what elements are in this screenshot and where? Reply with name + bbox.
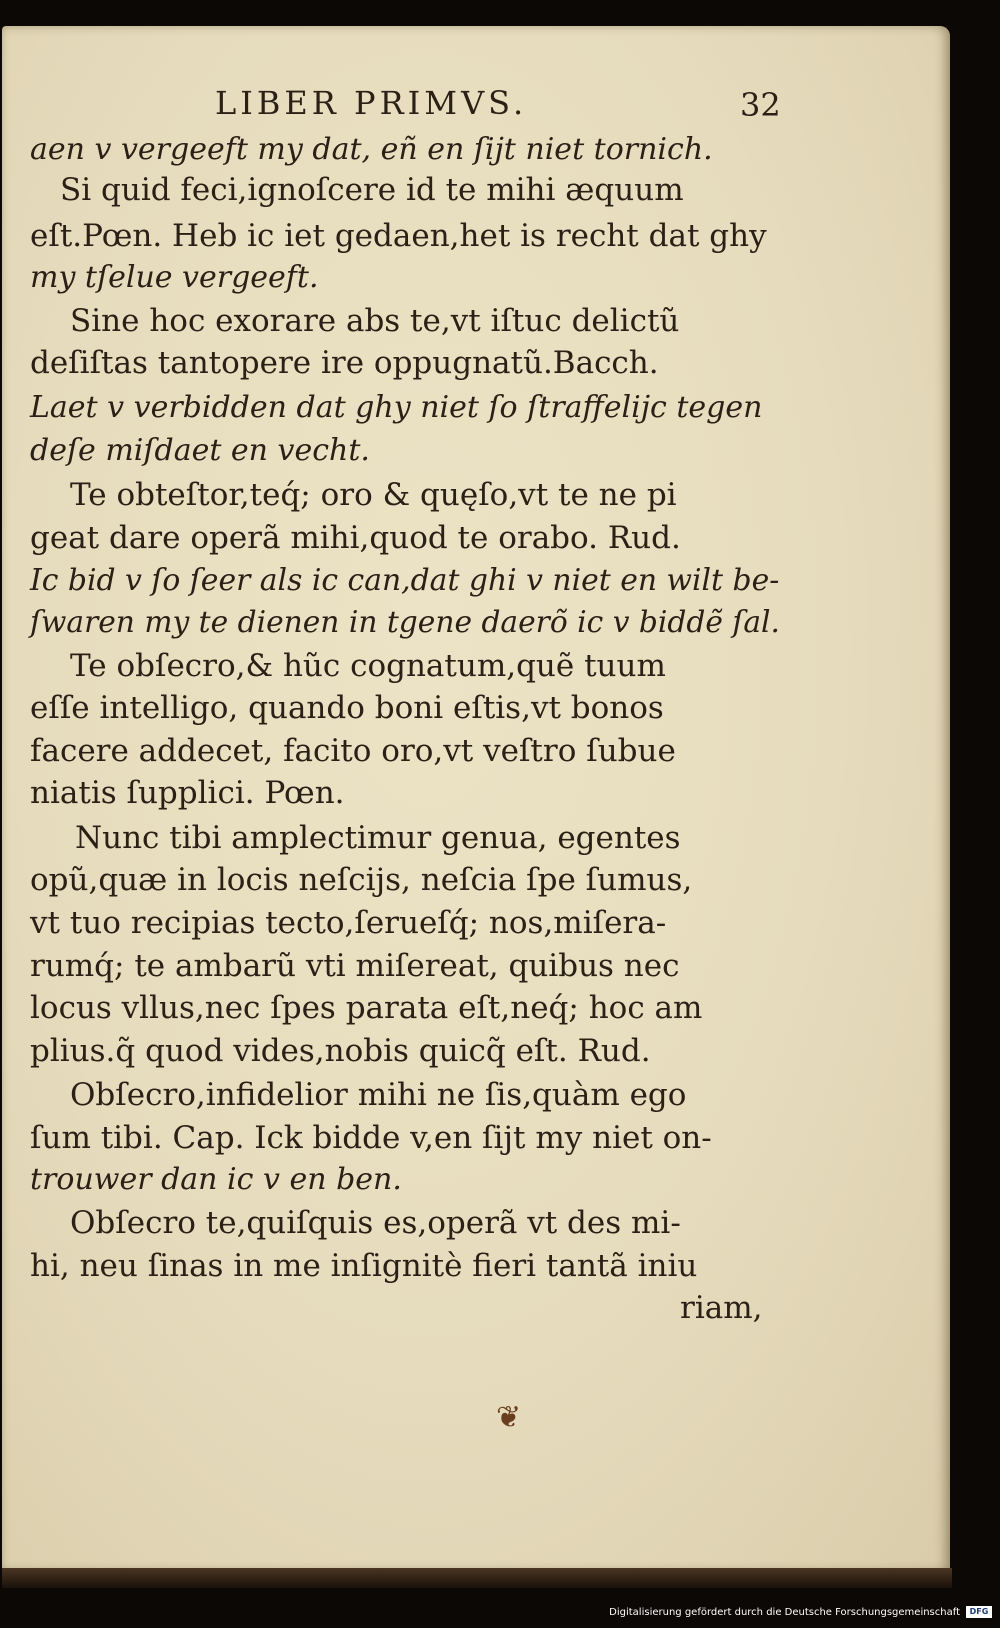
text-line: Te obſecro,& hũc cognatum,quẽ tuum [70,648,666,684]
text-line: Te obteſtor,teq́; oro & quęſo,vt te ne pi [70,477,677,513]
text-line: trouwer dan ic v en ben. [30,1162,402,1197]
text-line: Obſecro,infidelior mihi ne ſis,quàm ego [70,1077,687,1113]
running-head: LIBER PRIMVS. [215,84,528,122]
text-line: aen v vergeeft my dat, eñ en ſijt niet tornich. [30,132,713,167]
page-edge-shadow [2,1568,952,1588]
text-line: my tſelue vergeeft. [30,260,319,295]
text-line: geat dare operã mihi,quod te orabo. Rud. [30,520,681,556]
text-line: hi, neu ſinas in me inſignitè fieri tantã iniu [30,1248,698,1284]
page-number: 32 [740,86,781,124]
text-line: rumq́; te ambarũ vti miſereat, quibus nec [30,948,680,984]
text-line: vt tuo recipias tecto,ſerueſq́; nos,miſera- [30,905,667,941]
dfg-logo-icon: DFG [966,1606,992,1618]
text-line: Obſecro te,quiſquis es,operã vt des mi- [70,1205,681,1241]
text-line: opũ,quæ in locis neſcijs, neſcia ſpe ſumus, [30,862,693,898]
text-line: riam, [680,1290,763,1326]
text-line: deſe miſdaet en vecht. [30,433,370,468]
text-line: ſwaren my te dienen in tgene daerõ ic v biddẽ ſal. [30,605,780,640]
text-line: Laet v verbidden dat ghy niet ſo ſtraffelijc tegen [30,390,763,425]
text-line: Si quid feci,ignoſcere id te mihi æquum [60,172,684,208]
text-line: facere addecet, facito oro,vt veſtro ſubue [30,733,676,769]
digitization-credit: Digitalisierung gefördert durch die Deutsche Forschungsgemeinschaft [609,1607,960,1618]
text-line: plius.q̃ quod vides,nobis quicq̃ eſt. Rud. [30,1033,651,1069]
text-line: ſum tibi. Cap. Ick bidde v,en ſijt my niet on- [30,1120,712,1156]
text-line: niatis ſupplici. Pœn. [30,775,345,811]
ornament-mark-icon: ❦ [496,1400,522,1435]
text-line: eſſe intelligo, quando boni eſtis,vt bonos [30,690,664,726]
text-line: locus vllus,nec ſpes parata eſt,neq́; hoc am [30,990,703,1026]
text-line: Nunc tibi amplectimur genua, egentes [75,820,681,856]
text-line: Sine hoc exorare abs te,vt iſtuc delictũ [70,303,680,339]
text-line: deſiſtas tantopere ire oppugnatũ.Bacch. [30,345,659,381]
text-line: Ic bid v ſo ſeer als ic can,dat ghi v niet en wilt be- [30,563,780,598]
text-line: eſt.Pœn. Heb ic iet gedaen,het is recht dat ghy [30,218,767,254]
